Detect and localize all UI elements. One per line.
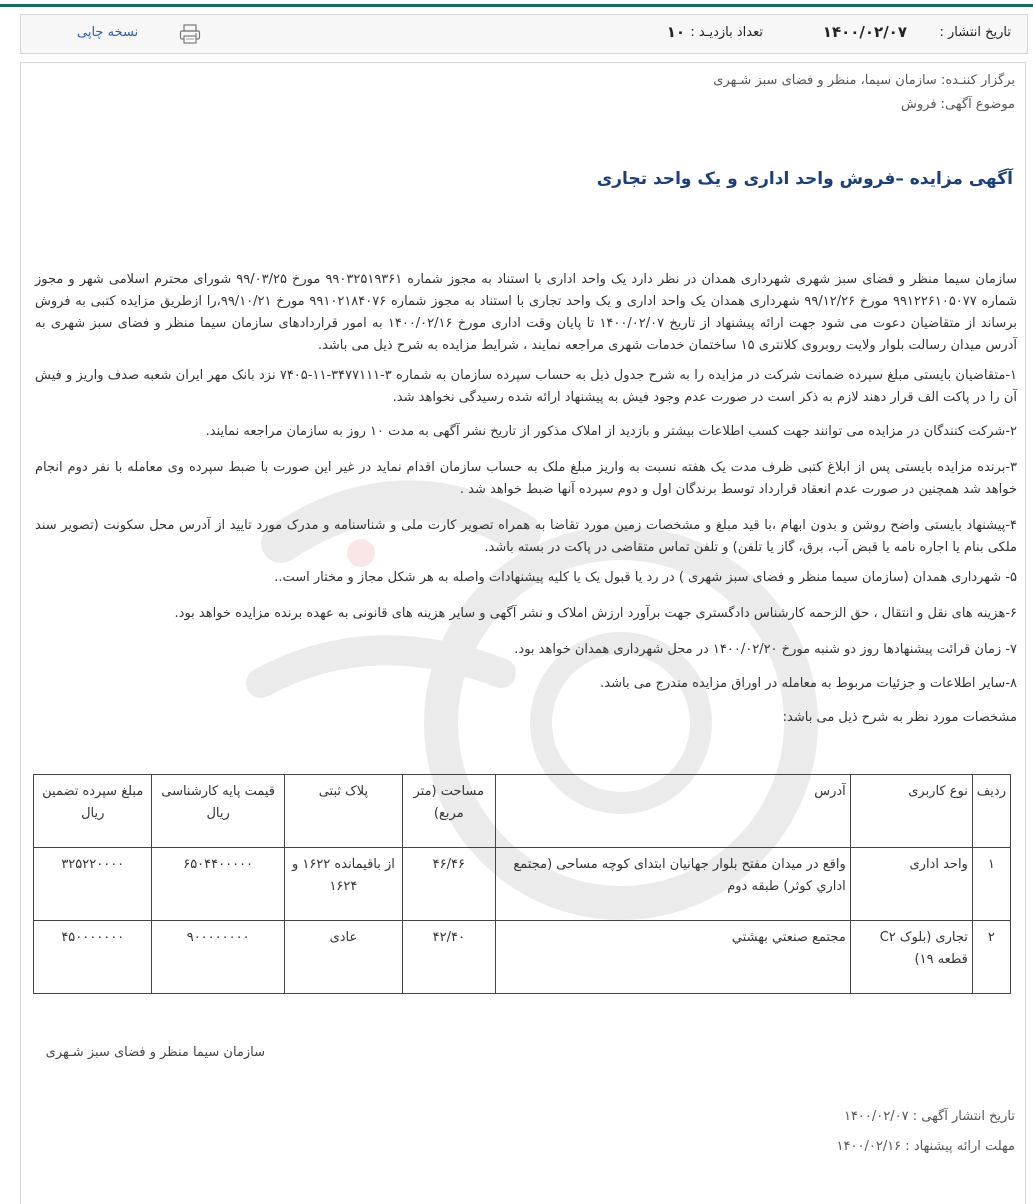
cell-address: مجتمع صنعتي بهشتي — [495, 921, 850, 994]
condition-2: ۲-شرکت کنندگان در مزایده می توانند جهت کسب اطلاعات بیشتر و بازدید از املاک مذکور از تاریخ نشر آگهی به مدت ۱۰ روز به سازمان مراجعه نمایند. — [205, 424, 1017, 439]
footer-publish-date: تاریخ انتشار آگهی : ۱۴۰۰/۰۲/۰۷ — [843, 1109, 1015, 1124]
condition-8: ۸-سایر اطلاعات و جزئیات مربوط به معامله در اوراق مزایده مندرج می باشد. — [600, 676, 1017, 691]
cell-deposit: ۳۲۵۲۲۰۰۰۰ — [34, 848, 152, 921]
subject-line: موضوع آگهی: فروش — [901, 97, 1015, 112]
organizer-line: برگزار کننـده: سازمان سیما، منظر و فضای سبز شـهری — [713, 73, 1015, 88]
intro-paragraph: سازمان سیما منظر و فضای سبز شهری شهرداری همدان در نظر دارد یک واحد اداری با استناد به مجوز شماره ۹۹۰۳۲۵۱۹۳۶۱ مورخ ۹۹/۰۳/۲۵ شورای محترم اسلامی شهر و مجوز شماره ۹۹۱۲۲۶۱۰۵۰۷۷ مورخ ۹۹/۱۲/۲۶ شهرداری همدان یک واحد اداری و یک واحد تجاری با استناد به مجوز شماره ۹۹۱۰۲۱۸۴۰۷۶ مورخ ۹۹/۱۰/۲۱،را ازطریق مزایده کتبی به فروش برساند از متقاضیان دعوت می شود جهت ارائه پیشنهاد از تاریخ ۱۴۰۰/۰۲/۰۷ تا پایان وقت اداری مورخ ۱۴۰۰/۰۲/۱۶ به امور قراردادهای سازمان سیما منظر و فضای سبز شهری به آدرس میدان رسالت بلوار ولایت روبروی کلانتری ۱۵ ساختمان خدمات شهری مراجعه نمایند ، شرایط مزایده به شرح ذیل می باشد. — [35, 272, 1018, 353]
cell-plate: عادی — [284, 921, 402, 994]
condition-5: ۵- شهرداری همدان (سازمان سیما منظر و فضای سبز شهری ) در رد یا قبول یک یا کلیه پیشنهادات واصله به هر شکل مجاز و مختار است.. — [274, 570, 1017, 585]
cell-base-price: ۹۰۰۰۰۰۰۰۰ — [152, 921, 284, 994]
cell-area: ۴۲/۴۰ — [403, 921, 496, 994]
condition-7: ۷- زمان قرائت پیشنهادها روز دو شنبه مورخ ۱۴۰۰/۰۲/۲۰ در محل شهرداری همدان خواهد بود. — [514, 642, 1017, 657]
footer-deadline: مهلت ارائه پیشنهاد : ۱۴۰۰/۰۲/۱۶ — [836, 1139, 1015, 1154]
table-header-row — [34, 775, 1011, 848]
specs-table — [33, 774, 1011, 994]
cell-plate: از باقیمانده ۱۶۲۲ و ۱۶۲۴ — [284, 848, 402, 921]
visit-count-label: تعداد بازدیـد : — [690, 25, 763, 40]
header-plate: پلاک ثبتی — [284, 775, 402, 848]
cell-usage: واحد اداری — [850, 848, 972, 921]
specs-intro: مشخصات مورد نظر به شرح ذیل می باشد: — [782, 710, 1017, 725]
cell-row-number: ۱ — [972, 848, 1010, 921]
cell-usage: تجاری (بلوک C۲ قطعه ۱۹) — [850, 921, 972, 994]
condition-6: ۶-هزینه های نقل و انتقال ، حق الزحمه کارشناس دادگستری جهت برآورد ارزش املاک و نشر آگهی و سایر هزینه های قانونی به عهده برنده مزایده خواهد بود. — [174, 606, 1017, 621]
table-row — [34, 921, 1011, 994]
cell-deposit: ۴۵۰۰۰۰۰۰۰ — [34, 921, 152, 994]
header-usage: نوع کاربری — [850, 775, 972, 848]
cell-base-price: ۶۵۰۴۴۰۰۰۰۰ — [152, 848, 284, 921]
visit-count-value: ۱۰ — [666, 23, 685, 41]
condition-1: ۱-متقاضیان بایستی مبلغ سپرده ضمانت شرکت در مزایده را به شرح جدول ذیل به حساب سپرده سازمان به شماره ۳-۳۴۷۷۱۱۱-۱۱-۷۴۰۵ نزد بانک مهر ایران شعبه صدف واریز و فیش آن را در پاکت الف قرار دهند لازم به ذکر است در صورت عدم وجود فیش به پیشنهاد ارائه شده رسیدگی نخواهد شد. — [35, 368, 1018, 405]
info-bar — [20, 14, 1028, 54]
table-row — [34, 848, 1011, 921]
publish-date-label: تاریخ انتشار : — [939, 25, 1011, 40]
header-row-number: ردیف — [972, 775, 1010, 848]
announcement-panel — [20, 62, 1026, 1204]
page-title: آگهی مزایده –فروش واحد اداری و یک واحد تجاری — [596, 169, 1013, 189]
header-base-price: قیمت پایه کارشناسی ریال — [152, 775, 284, 848]
cell-address: واقع در میدان مفتح بلوار جهانیان ابتدای کوچه مساحی (مجتمع اداري كوثر) طبقه دوم — [495, 848, 850, 921]
cell-area: ۴۶/۴۶ — [403, 848, 496, 921]
header-address: آدرس — [495, 775, 850, 848]
printer-icon[interactable] — [179, 24, 201, 44]
condition-3: ۳-برنده مزایده بایستی پس از ابلاغ کتبی ظرف مدت یک هفته نسبت به واریز مبلغ ملک به حساب سازمان اقدام نماید در غیر این صورت با ضبط سپرده وی معامله با نفر دوم انجام خواهد شد همچنین در صورت عدم انعقاد قرارداد توسط برندگان اول و دوم سپرده آنها ضبط خواهد شد . — [35, 460, 1017, 497]
top-accent-line — [0, 4, 1033, 7]
condition-4: ۴-پیشنهاد بایستی واضح روشن و بدون ابهام ،با قید مبلغ و مشخصات زمین مورد تقاضا به همراه تصویر کارت ملی و شناسنامه و مدرک مورد تایید از آدرس محل سکونت (تصویر سند ملکی بنام یا اجاره نامه یا قبض آب، برق، گاز یا تلفن) و تلفن تماس متقاضی در پاکت در بسته باشد. — [35, 518, 1017, 555]
top-bar — [0, 0, 1033, 64]
publish-date-value: ۱۴۰۰/۰۲/۰۷ — [822, 23, 907, 41]
header-area: مساحت (متر مربع) — [403, 775, 496, 848]
print-version-link[interactable]: نسخه چاپی — [77, 25, 139, 40]
header-deposit: مبلغ سپرده تضمین ریال — [34, 775, 152, 848]
footer-organization: سازمان سیما منظر و فضای سبز شـهری — [45, 1045, 265, 1060]
cell-row-number: ۲ — [972, 921, 1010, 994]
